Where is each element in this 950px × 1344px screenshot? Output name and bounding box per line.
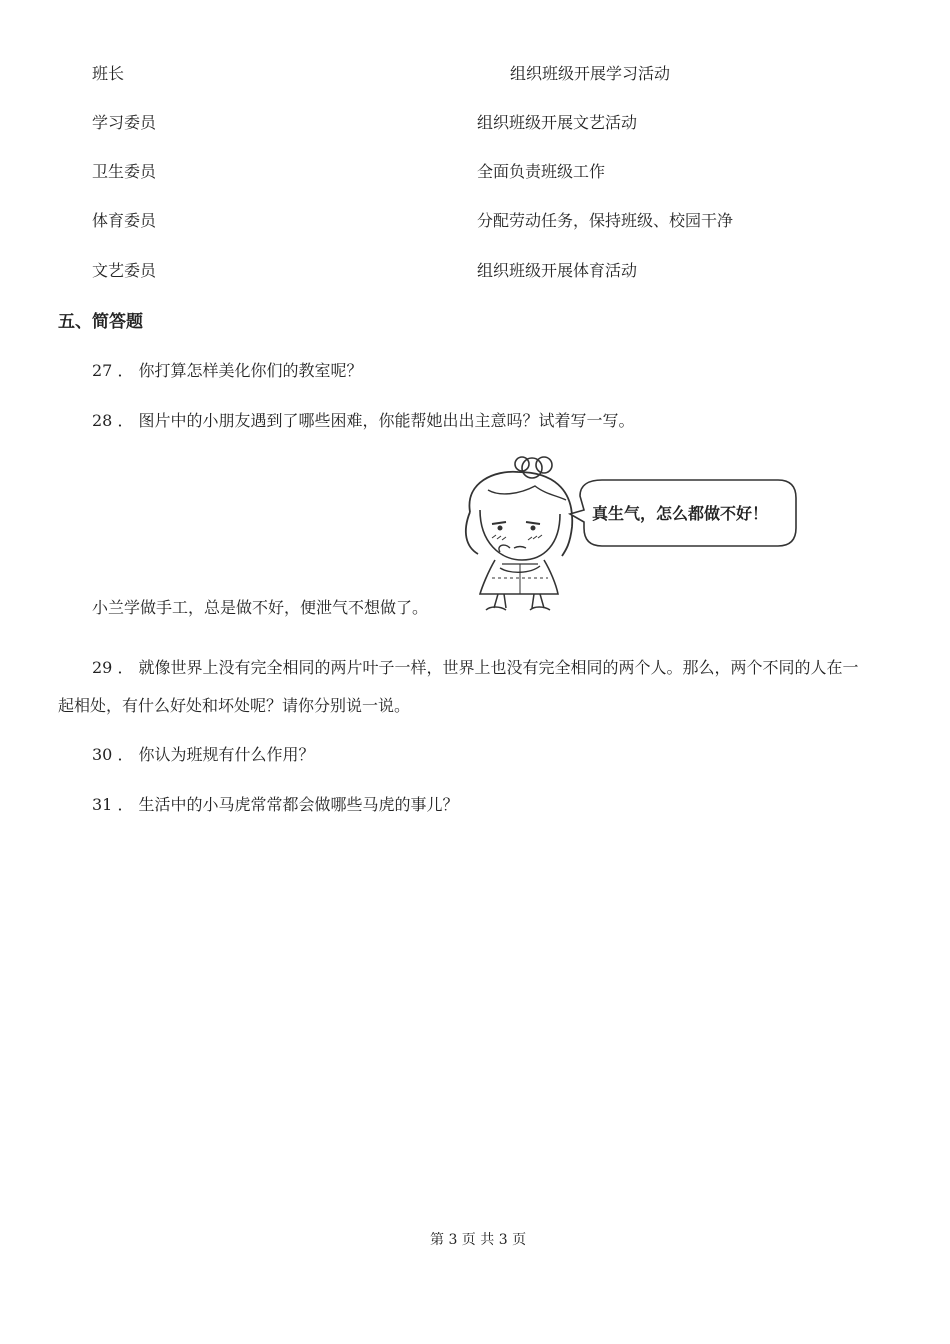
question-27: 27 ． 你打算怎样美化你们的教室呢？ — [92, 361, 363, 380]
match-left-1: 班长 — [92, 64, 125, 83]
question-30: 30 ． 你认为班规有什么作用？ — [92, 745, 315, 764]
match-right-5: 组织班级开展体育活动 — [477, 261, 638, 280]
question-28: 28 ． 图片中的小朋友遇到了哪些困难，你能帮她出出主意吗？试着写一写。 — [92, 411, 635, 430]
girl-illustration — [440, 452, 800, 614]
question-28-caption: 小兰学做手工，总是做不好，便泄气不想做了。 — [92, 598, 429, 617]
match-right-4: 分配劳动任务，保持班级、校园干净 — [477, 211, 734, 230]
match-right-2: 组织班级开展文艺活动 — [477, 113, 638, 132]
question-29-line1: 29 ． 就像世界上没有完全相同的两片叶子一样，世界上也没有完全相同的两个人。那么，两个不同的人在一 — [92, 658, 859, 677]
match-left-4: 体育委员 — [92, 211, 157, 230]
question-29-line2: 起相处，有什么好处和坏处呢？请你分别说一说。 — [58, 696, 411, 715]
match-right-3: 全面负责班级工作 — [477, 162, 606, 181]
match-left-5: 文艺委员 — [92, 261, 157, 280]
section-title: 五、简答题 — [58, 312, 143, 332]
match-left-3: 卫生委员 — [92, 162, 157, 181]
question-31: 31 ． 生活中的小马虎常常都会做哪些马虎的事儿？ — [92, 795, 459, 814]
match-left-2: 学习委员 — [92, 113, 157, 132]
speech-bubble-text: 真生气，怎么都做不好！ — [592, 504, 769, 523]
page-footer: 第 3 页 共 3 页 — [430, 1232, 527, 1248]
match-right-1: 组织班级开展学习活动 — [510, 64, 671, 83]
